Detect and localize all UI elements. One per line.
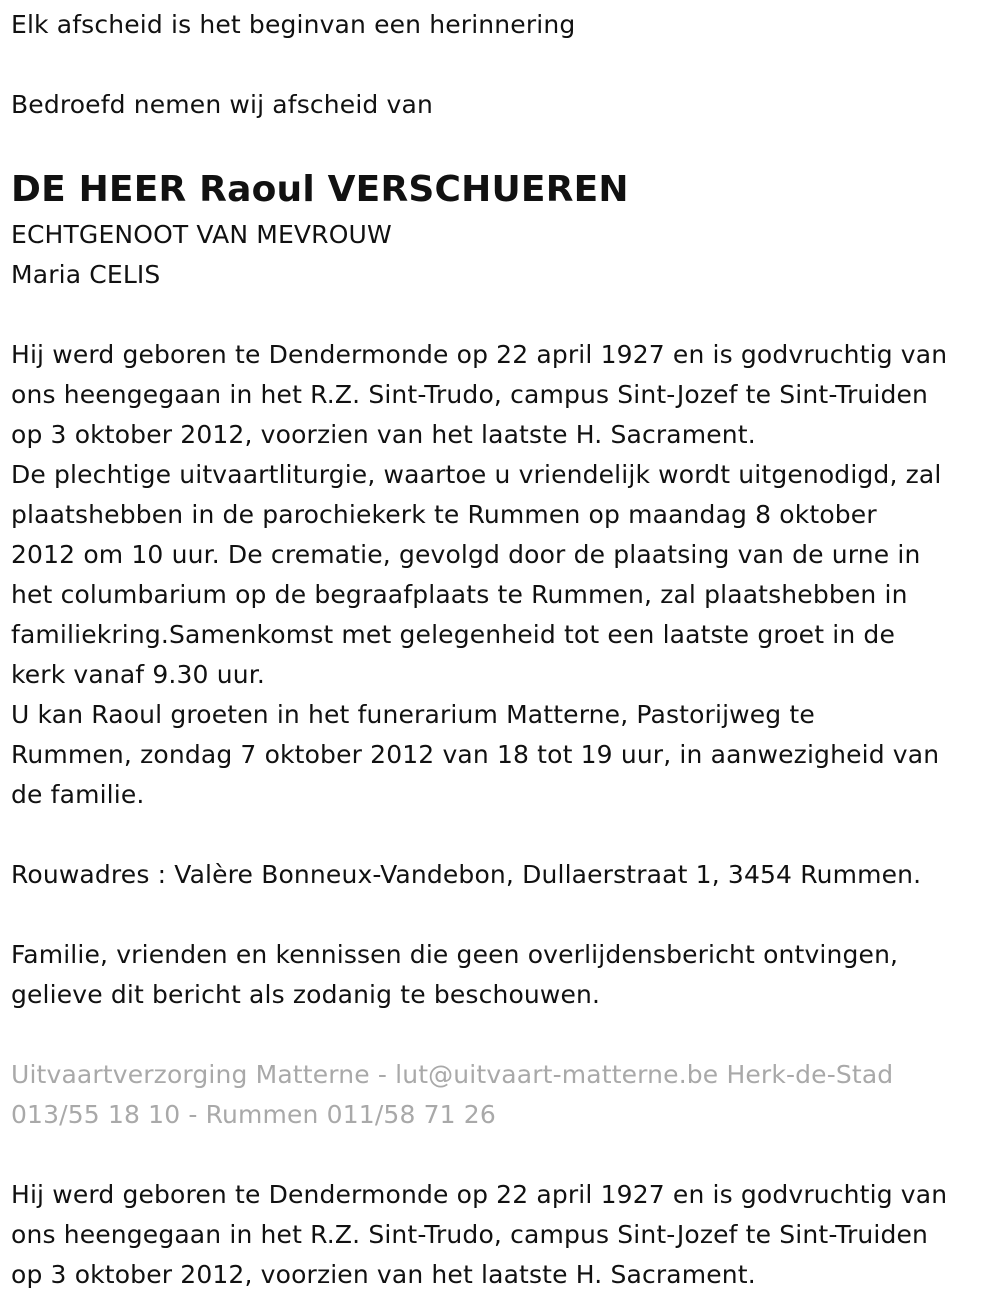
notice-line: Familie, vrienden en kennissen die geen overlijdensbericht ontvingen,	[11, 940, 899, 969]
body-line: De plechtige uitvaartliturgie, waartoe u vriendelijk wordt uitgenodigd, zal	[11, 460, 942, 489]
deceased-spouse: Maria CELIS	[11, 260, 161, 289]
repeated-body-text	[11, 1175, 988, 1295]
deceased-name: DE HEER Raoul VERSCHUEREN	[11, 169, 629, 210]
intro-quote: Elk afscheid is het beginvan een herinnering	[11, 10, 576, 39]
body-line: 2012 om 10 uur. De crematie, gevolgd door de plaatsing van de urne in	[11, 540, 921, 569]
body-text	[11, 335, 988, 815]
body-line: familiekring.Samenkomst met gelegenheid tot een laatste groet in de	[11, 620, 895, 649]
intro-announcement: Bedroefd nemen wij afscheid van	[11, 90, 433, 119]
spacer	[11, 895, 988, 935]
spacer	[11, 295, 988, 335]
spacer	[11, 1015, 988, 1055]
mourning-address: Rouwadres : Valère Bonneux-Vandebon, Dullaerstraat 1, 3454 Rummen.	[11, 860, 922, 889]
spacer	[11, 125, 988, 165]
body-line: op 3 oktober 2012, voorzien van het laatste H. Sacrament.	[11, 420, 756, 449]
body-line: U kan Raoul groeten in het funerarium Matterne, Pastorijweg te	[11, 700, 815, 729]
body-line: Hij werd geboren te Dendermonde op 22 april 1927 en is godvruchtig van	[11, 340, 948, 369]
spacer	[11, 1135, 988, 1175]
funeral-home-line: 013/55 18 10 - Rummen 011/58 71 26	[11, 1100, 496, 1129]
body-line: Rummen, zondag 7 oktober 2012 van 18 tot 19 uur, in aanwezigheid van	[11, 740, 940, 769]
body-line: de familie.	[11, 780, 145, 809]
funeral-home-line: Uitvaartverzorging Matterne - lut@uitvaart-matterne.be Herk-de-Stad	[11, 1060, 894, 1089]
body-line: plaatshebben in de parochiekerk te Rummen op maandag 8 oktober	[11, 500, 877, 529]
notice-line: gelieve dit bericht als zodanig te beschouwen.	[11, 980, 601, 1009]
repeat-line: op 3 oktober 2012, voorzien van het laatste H. Sacrament.	[11, 1260, 756, 1289]
funeral-home-info	[11, 1055, 988, 1135]
notice-text	[11, 935, 988, 1015]
body-line: ons heengegaan in het R.Z. Sint-Trudo, campus Sint-Jozef te Sint-Truiden	[11, 380, 929, 409]
spacer	[11, 815, 988, 855]
spacer	[11, 45, 988, 85]
repeat-line: Hij werd geboren te Dendermonde op 22 april 1927 en is godvruchtig van	[11, 1180, 948, 1209]
body-line: het columbarium op de begraafplaats te Rummen, zal plaatshebben in	[11, 580, 908, 609]
deceased-relation: ECHTGENOOT VAN MEVROUW	[11, 220, 392, 249]
repeat-line: ons heengegaan in het R.Z. Sint-Trudo, campus Sint-Jozef te Sint-Truiden	[11, 1220, 929, 1249]
body-line: kerk vanaf 9.30 uur.	[11, 660, 265, 689]
